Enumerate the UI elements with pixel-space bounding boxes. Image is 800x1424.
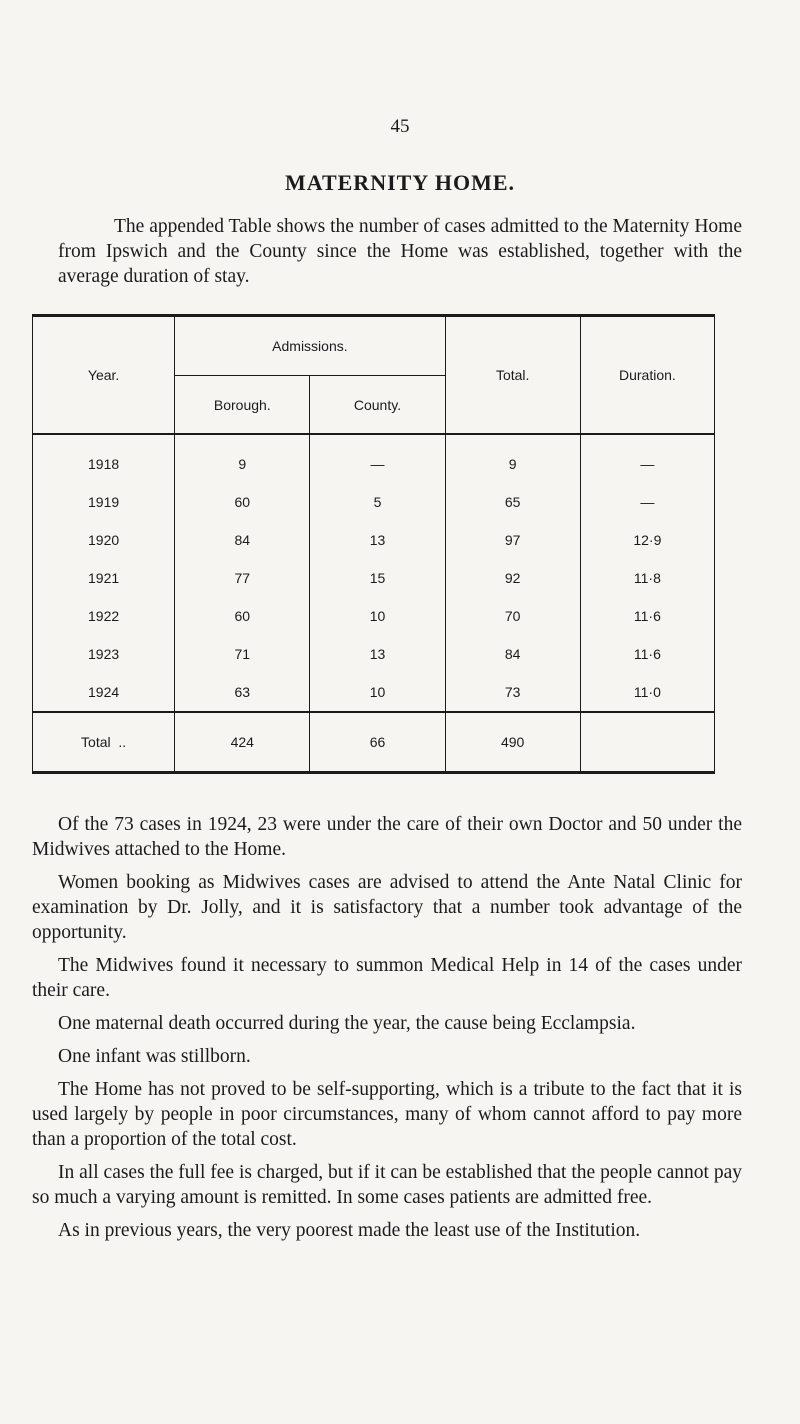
cell-borough: 9 [175, 434, 310, 483]
header-borough: Borough. [175, 376, 310, 435]
table-row [33, 521, 715, 559]
cell-duration: — [580, 483, 714, 521]
cell-county: 15 [310, 559, 445, 597]
table-row [33, 635, 715, 673]
cell-year: 1923 [33, 635, 175, 673]
paragraph: Women booking as Midwives cases are advised to attend the Ante Natal Clinic for examination by Dr. Jolly, and it is satisfactory that a number took advantage of the opportunity. [32, 872, 742, 943]
cell-county: 10 [310, 597, 445, 635]
cell-duration: 11·8 [580, 559, 714, 597]
cell-total: 73 [445, 673, 580, 712]
cell-duration: 11·6 [580, 597, 714, 635]
cell-year: 1922 [33, 597, 175, 635]
page-number: 45 [390, 116, 410, 137]
cell-year: 1921 [33, 559, 175, 597]
cell-total: 65 [445, 483, 580, 521]
header-year: Year. [33, 316, 175, 435]
cell-county: 10 [310, 673, 445, 712]
cell-county: 13 [310, 635, 445, 673]
cell-county: 5 [310, 483, 445, 521]
table-row [33, 483, 715, 521]
page-title: MATERNITY HOME. [284, 170, 516, 195]
cell-county: 13 [310, 521, 445, 559]
cell-duration: 12·9 [580, 521, 714, 559]
admissions-table [32, 314, 715, 774]
cell-duration: — [580, 434, 714, 483]
header-admissions: Admissions. [175, 316, 445, 376]
totals-row [33, 712, 715, 773]
paragraph: Of the 73 cases in 1924, 23 were under the care of their own Doctor and 50 under the Midwives attached to the Home. [32, 814, 742, 860]
cell-county: — [310, 434, 445, 483]
cell-total: 97 [445, 521, 580, 559]
table-row [33, 559, 715, 597]
paragraph: The Home has not proved to be self-supporting, which is a tribute to the fact that it is used largely by people in poor circumstances, many of whom cannot afford to pay more than a proportion of the total cost. [32, 1079, 742, 1150]
table-row [33, 434, 715, 483]
cell-total: 70 [445, 597, 580, 635]
table-row [33, 673, 715, 712]
cell-total: 92 [445, 559, 580, 597]
cell-borough: 77 [175, 559, 310, 597]
totals-county: 66 [310, 712, 445, 773]
cell-year: 1918 [33, 434, 175, 483]
cell-total: 9 [445, 434, 580, 483]
paragraph: One infant was stillborn. [58, 1046, 251, 1067]
totals-borough: 424 [175, 712, 310, 773]
paragraph: In all cases the full fee is charged, but if it can be established that the people cannot pay so much a varying amount is remitted. In some cases patients are admitted free. [32, 1162, 742, 1208]
paragraph: As in previous years, the very poorest made the least use of the Institution. [58, 1220, 641, 1241]
totals-total: 490 [445, 712, 580, 773]
cell-borough: 84 [175, 521, 310, 559]
table-row [33, 597, 715, 635]
cell-duration: 11·6 [580, 635, 714, 673]
cell-borough: 71 [175, 635, 310, 673]
cell-borough: 60 [175, 597, 310, 635]
paragraph: One maternal death occurred during the year, the cause being Ecclampsia. [58, 1013, 636, 1034]
header-total: Total. [445, 316, 580, 435]
totals-label: Total .. [33, 712, 175, 773]
cell-year: 1920 [33, 521, 175, 559]
intro-paragraph: The appended Table shows the number of cases admitted to the Maternity Home from Ipswich and the County since the Home was established, together with the average duration of stay. [58, 216, 742, 287]
cell-year: 1924 [33, 673, 175, 712]
cell-borough: 63 [175, 673, 310, 712]
totals-duration [580, 712, 714, 773]
cell-duration: 11·0 [580, 673, 714, 712]
paragraph: The Midwives found it necessary to summon Medical Help in 14 of the cases under their care. [32, 955, 742, 1001]
cell-borough: 60 [175, 483, 310, 521]
header-county: County. [310, 376, 445, 435]
cell-year: 1919 [33, 483, 175, 521]
cell-total: 84 [445, 635, 580, 673]
body-text [32, 812, 742, 1251]
header-duration: Duration. [580, 316, 714, 435]
